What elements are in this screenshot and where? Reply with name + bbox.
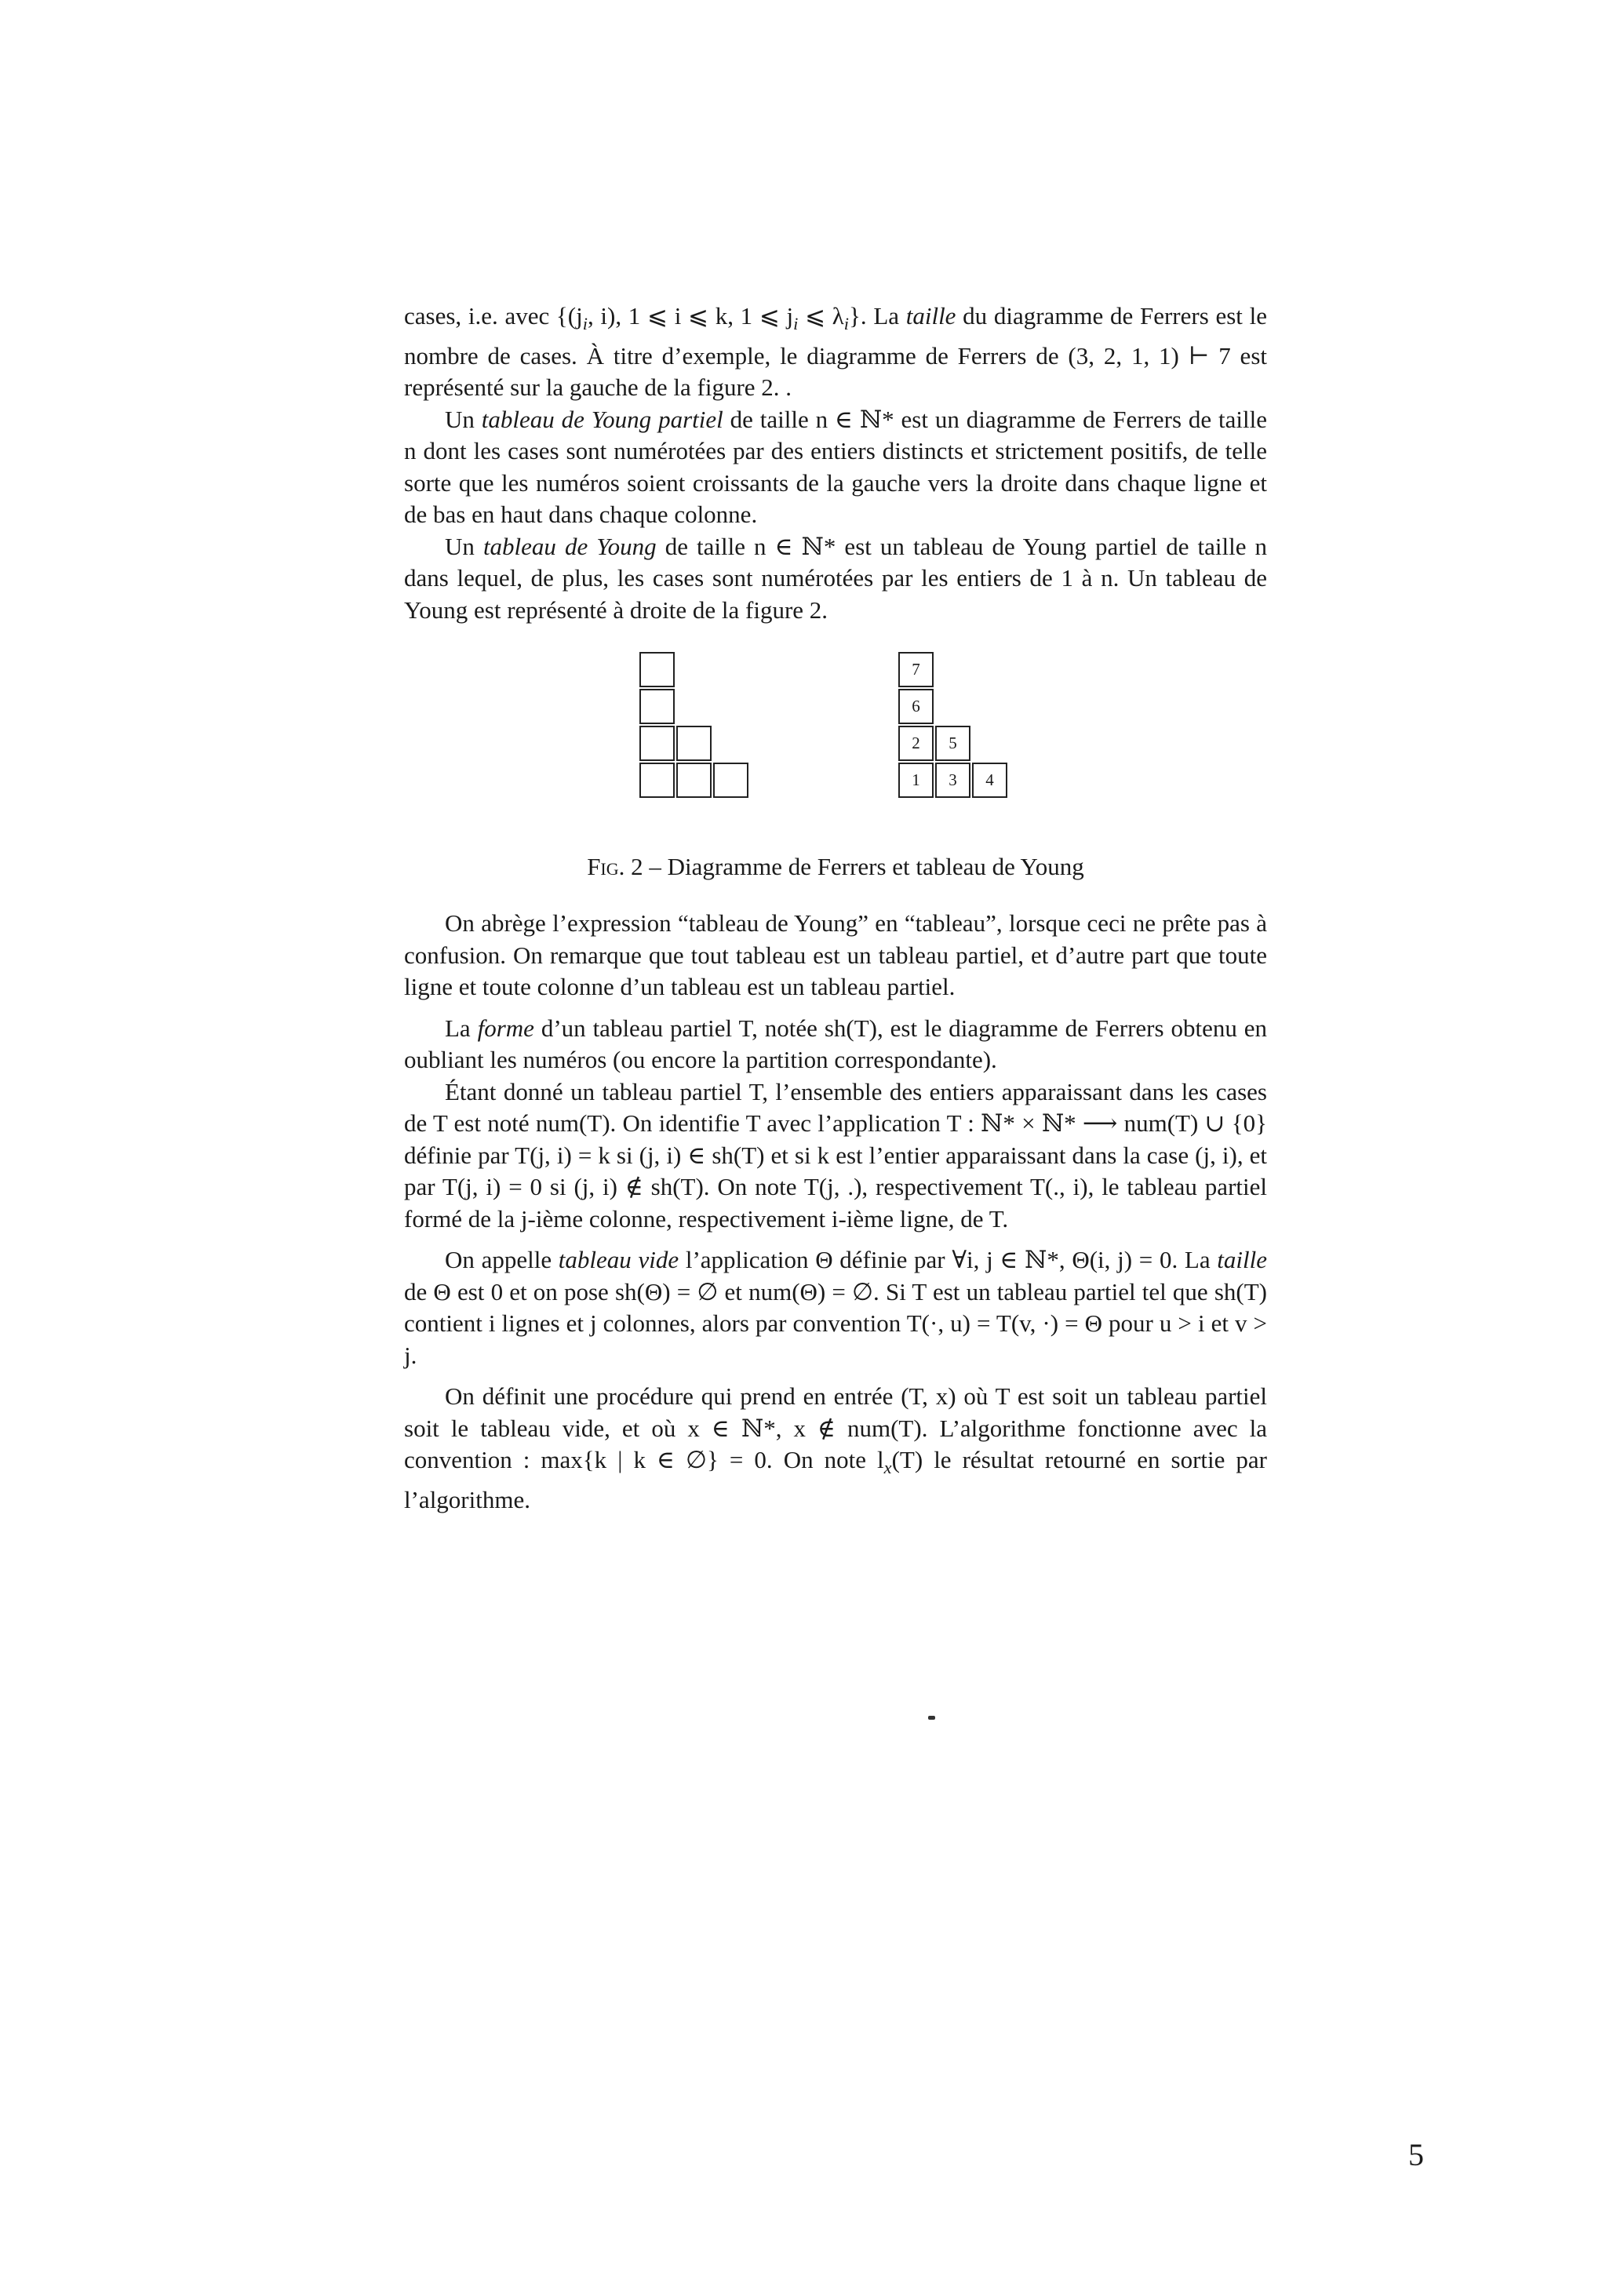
text-run: x [883,1458,892,1478]
text-run: (T) le résultat retourné en sortie par l’algorithme. [404,1446,1267,1513]
caption-text: – Diagramme de Ferrers et tableau de Young [643,853,1084,880]
text-run: i [793,314,799,334]
text-run: i [582,314,588,334]
young-cell: 1 [898,763,934,798]
text-run: de taille n ∈ ℕ* est un tableau de Young partiel de taille n dans lequel, de plus, les cases sont numérotées par les entiers de 1 à n. Un tableau de Young est représenté à droite de la figure 2. [404,532,1268,624]
text-run: taille [905,302,956,330]
text-run: tableau de Young [482,532,657,560]
text-run: d’un tableau partiel T, notée sh(T), est le diagramme de Ferrers obtenu en oubliant les numéros (ou encore la partition correspondante). [404,1014,1267,1073]
ferrers-cell [639,652,675,687]
ferrers-cell [676,726,712,761]
scan-artifact [928,1716,935,1720]
text-run: Un [445,532,483,560]
paragraph-4 [404,908,1267,1003]
text-run: On abrège l’expression “tableau de Young” en “tableau”, lorsque ceci ne prête pas à confusion. On remarque que tout tableau est un tableau partiel, et d’autre part que toute ligne et toute colonne d’un tableau est un tableau partiel. [404,909,1267,1000]
text-run: du diagramme de Ferrers est le nombre de cases. À titre d’exemple, le diagramme de Ferrers de (3, 2, 1, 1) ⊢ 7 est représenté sur la gauche de la figure 2. . [404,302,1267,402]
young-cell: 6 [898,689,934,724]
ferrers-cell [713,763,748,798]
paragraph-3 [404,531,1267,627]
text-run: i [843,314,849,334]
paragraph-6 [404,1076,1267,1236]
young-cell: 5 [935,726,970,761]
ferrers-cell [639,726,675,761]
text-run: forme [477,1014,534,1042]
ferrers-cell [639,689,675,724]
paragraph-7 [404,1244,1267,1371]
paragraph-1 [404,300,1267,404]
text-run: On définit une procédure qui prend en entrée (T, x) où T est soit un tableau partiel soit le tableau vide, et où x ∈ ℕ*, x ∉ num(T). L’algorithme fonctionne avec la convention : max{k | k ∈ ∅} = 0. On note l [404,1382,1267,1473]
text-run: tableau de Young partiel [481,405,723,433]
text-run: de taille n ∈ ℕ* est un diagramme de Ferrers de taille n dont les cases sont numérotées par des entiers distincts et strictement positifs, de telle sorte que les numéros soient croissants de la gauche vers la droite dans chaque ligne et de bas en haut dans chaque colonne. [404,405,1267,529]
page-number: 5 [1408,2137,1424,2172]
text-run: l’application Θ définie par ∀i, j ∈ ℕ*, Θ(i, j) = 0. La [679,1246,1218,1273]
ferrers-cell [639,763,675,798]
paragraph-2 [404,404,1267,531]
text-block-bottom [404,908,1267,1516]
paragraph-8 [404,1381,1267,1516]
text-run: de Θ est 0 et on pose sh(Θ) = ∅ et num(Θ) = ∅. Si T est un tableau partiel tel que sh(T) contient i lignes et j colonnes, alors par convention T(·, u) = T(v, ·) = Θ pour u > i et v > j. [404,1277,1267,1369]
text-block-top [404,300,1267,626]
young-cell: 2 [898,726,934,761]
text-run: }. La [848,302,906,330]
young-cell: 3 [935,763,970,798]
text-run: cases, i.e. avec {(j [404,302,583,330]
text-run: taille [1217,1246,1268,1273]
ferrers-cell [676,763,712,798]
figure-caption [404,853,1267,881]
text-run: Un [445,405,482,433]
paragraph-5 [404,1013,1267,1076]
text-run: tableau vide [558,1246,679,1273]
young-cell: 7 [898,652,934,687]
young-cell: 4 [972,763,1007,798]
caption-label: Fig. 2 [587,853,643,880]
text-run: On appelle [445,1246,559,1273]
text-run: Étant donné un tableau partiel T, l’ensemble des entiers apparaissant dans les cases de T est noté num(T). On identifie T avec l’application T : ℕ* × ℕ* ⟶ num(T) ∪ {0} définie par T(j, i) = k si (j, i) ∈ sh(T) et si k est l’entier apparaissant dans la case (j, i), et par T(j, i) = 0 si (j, i) ∉ sh(T). On note T(j, .), respectivement T(., i), le tableau partiel formé de la j-ième colonne, respectivement i-ième ligne, de T. [404,1077,1267,1233]
text-run: , i), 1 ⩽ i ⩽ k, 1 ⩽ j [587,302,794,330]
text-run: ⩽ λ [798,302,844,330]
text-run: La [445,1014,478,1042]
figure-2 [628,645,1036,817]
